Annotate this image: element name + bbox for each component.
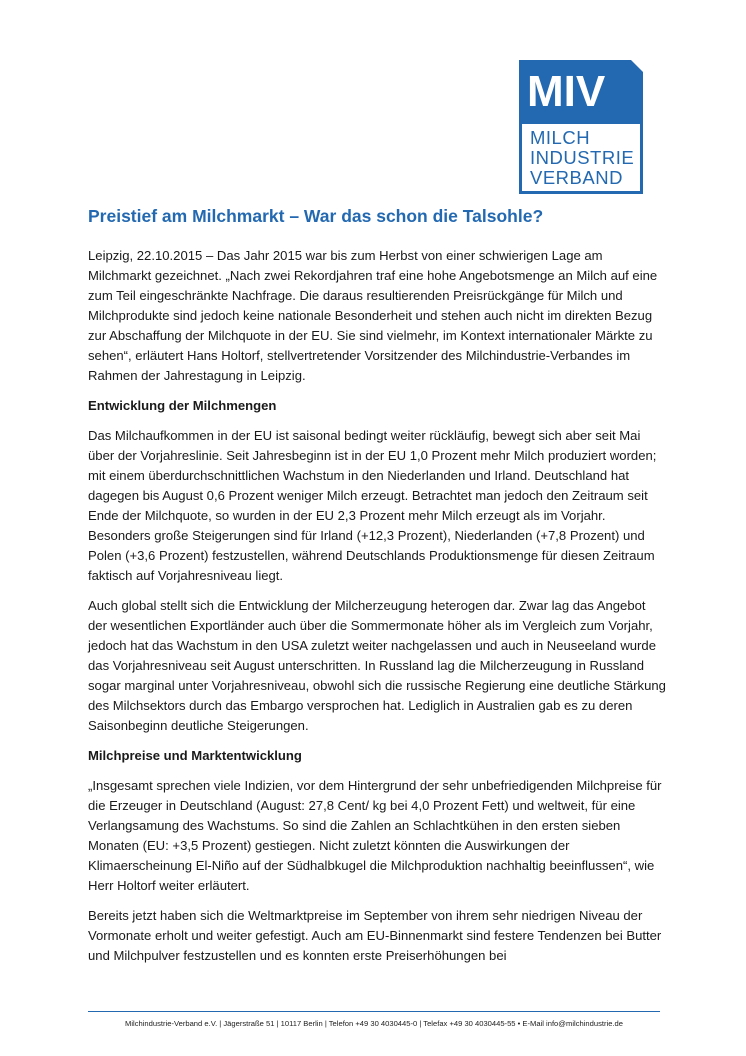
logo-line-verband: VERBAND [530, 167, 623, 188]
document-title: Preistief am Milchmarkt – War das schon die Talsohle? [88, 206, 544, 226]
logo-line-milch: MILCH [530, 127, 591, 148]
logo-corner-fold [631, 60, 643, 72]
logo-abbr: MIV [527, 67, 606, 116]
miv-logo [519, 60, 643, 194]
paragraph-weltmarktpreise: Bereits jetzt haben sich die Weltmarktpreise im September von ihrem sehr niedrigen Niveau der Vormonate erholt und weiter gefestigt. Auch am EU-Binnenmarkt sind festere Tendenzen bei Butter und Milchpulver festzustellen und es konnten erste Preiserhöhungen bei [88, 908, 662, 963]
paragraph-indizien: „Insgesamt sprechen viele Indizien, vor dem Hintergrund der sehr unbefriedigenden Milchpreise für die Erzeuger in Deutschland (August: 27,8 Cent/ kg bei 4,0 Prozent Fett) und weltweit, für eine Verlangsamung des Wachstums. So sind die Zahlen an Schlachtkühen in den ersten sieben Monaten (EU: +3,5 Prozent) gestiegen. Nicht zuletzt könnten die Auswirkungen der Klimaerscheinung El-Niño auf der Südhalbkugel die Milchproduktion nachhaltig beeinflussen“, wie Herr Holtorf weiter erläutert. [88, 778, 662, 893]
document-body [88, 246, 668, 976]
logo-line-industrie: INDUSTRIE [530, 147, 635, 168]
heading-milchmengen: Entwicklung der Milchmengen [88, 398, 277, 413]
logo-blue-block [519, 60, 643, 124]
footer-contact: Milchindustrie-Verband e.V. | Jägerstraße 51 | 10117 Berlin | Telefon +49 30 4030445-0 | Telefax +49 30 4030445-55 • E-Mail info@milchindustrie.de [125, 1019, 623, 1028]
logo-frame [519, 124, 643, 194]
paragraph-eu-milchaufkommen: Das Milchaufkommen in der EU ist saisonal bedingt weiter rückläufig, bewegt sich aber seit Mai über der Vorjahreslinie. Seit Jahresbeginn ist in der EU 1,0 Prozent mehr Milch produziert worden; mit einem überdurchschnittlichen Wachstum in den Niederlanden und Irland. Deutschland hat dagegen bis August 0,6 Prozent weniger Milch erzeugt. Betrachtet man jedoch den Zeitraum seit Ende der Milchquote, so wurden in der EU 2,3 Prozent mehr Milch erzeugt als im Vorjahr. Besonders große Steigerungen sind für Irland (+12,3 Prozent), Niederlanden (+7,8 Prozent) und Polen (+3,6 Prozent) festzustellen, während Deutschlands Produktionsmenge für diesen Zeitraum faktisch auf Vorjahresniveau liegt. [88, 428, 657, 583]
heading-milchpreise: Milchpreise und Marktentwicklung [88, 748, 302, 763]
paragraph-global: Auch global stellt sich die Entwicklung der Milcherzeugung heterogen dar. Zwar lag das Angebot der wesentlichen Exportländer auch über die Sommermonate höher als im Vergleich zum Vorjahr, jedoch hat das Wachstum in den USA zuletzt weiter nachgelassen und auch in Neuseeland wurde das Vorjahresniveau seit August unterschritten. In Russland lag die Milcherzeugung in Russland sogar marginal unter Vorjahresniveau, obwohl sich die russische Regierung eine deutliche Stärkung des Milchsektors durch das Embargo versprochen hat. Lediglich in Australien gab es zu deren Saisonbeginn deutliche Steigerungen. [88, 598, 666, 733]
paragraph-intro: Leipzig, 22.10.2015 – Das Jahr 2015 war bis zum Herbst von einer schwierigen Lage am Milchmarkt gezeichnet. „Nach zwei Rekordjahren traf eine hohe Angebotsmenge an Milch auf eine zum Teil eingeschränkte Nachfrage. Die daraus resultierenden Preisrückgänge für Milch und Milchprodukte sind jedoch keine nationale Besonderheit und stehen auch nicht im direkten Bezug zur Abschaffung der Milchquote in der EU. Sie sind vielmehr, im Kontext internationaler Märkte zu sehen“, erläutert Hans Holtorf, stellvertretender Vorsitzender des Milchindustrie-Verbandes im Rahmen der Jahrestagung in Leipzig. [88, 248, 658, 383]
footer-divider [88, 1011, 660, 1012]
